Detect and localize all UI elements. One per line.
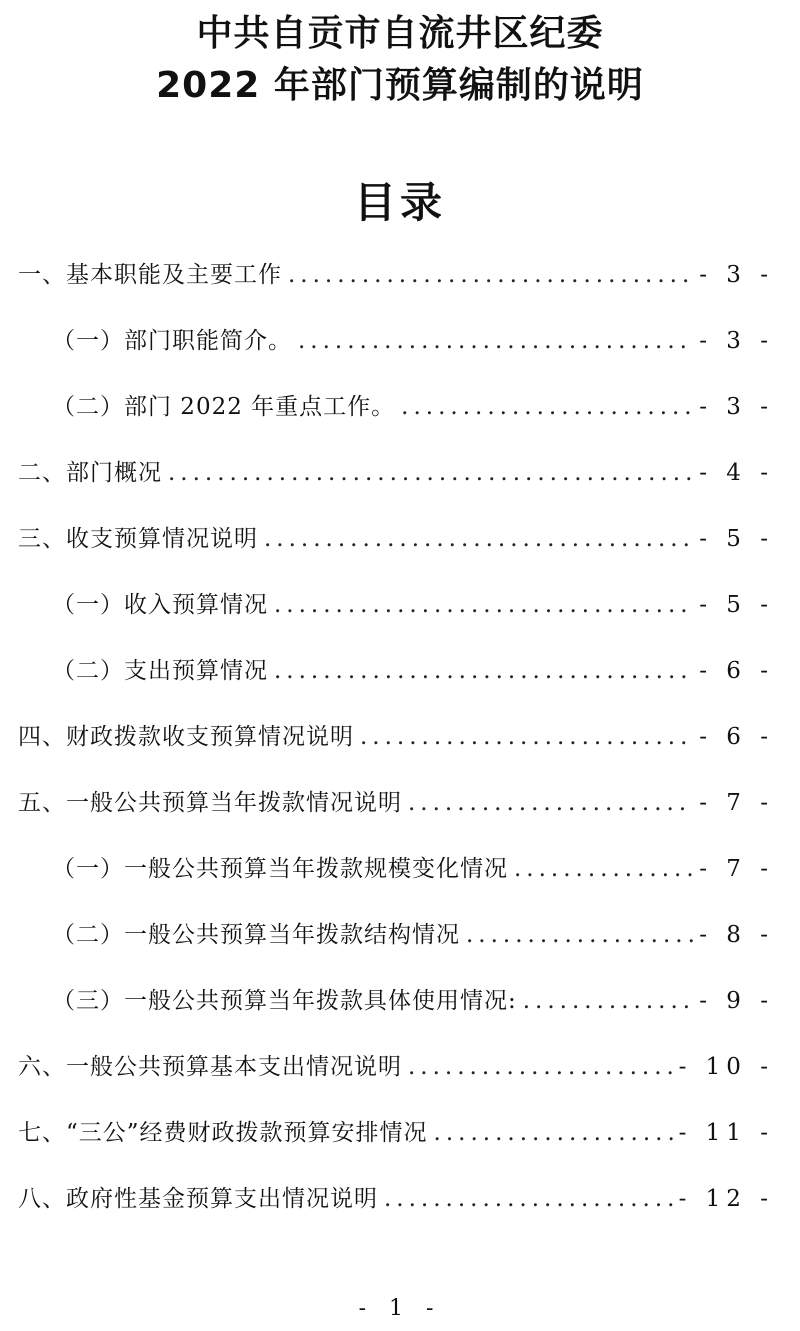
- toc-entry-text: （一）收入预算情况: [52, 592, 268, 618]
- toc-entry[interactable]: [52, 915, 774, 955]
- toc-entry-text: 五、一般公共预算当年拨款情况说明: [18, 790, 402, 816]
- toc-entry-page: - 6 -: [699, 658, 774, 684]
- toc-entry[interactable]: [52, 651, 774, 691]
- toc-leader-dots: [274, 651, 693, 691]
- document-title: [0, 8, 800, 112]
- toc-leader-dots: [298, 321, 693, 361]
- page-number-footer: - 1 -: [358, 1296, 442, 1321]
- toc-leader-dots: [360, 717, 693, 757]
- toc-entry-text: 六、一般公共预算基本支出情况说明: [18, 1054, 402, 1080]
- toc-entry[interactable]: [18, 783, 774, 823]
- toc-entry[interactable]: [18, 519, 774, 559]
- toc-entry-text: （三）一般公共预算当年拨款具体使用情况:: [52, 988, 517, 1014]
- toc-entry[interactable]: [52, 981, 774, 1021]
- toc-entry[interactable]: [52, 849, 774, 889]
- toc-entry-page: - 5 -: [699, 526, 774, 552]
- toc-entry-text: 四、财政拨款收支预算情况说明: [18, 724, 354, 750]
- toc-entry-text: （一）一般公共预算当年拨款规模变化情况: [52, 856, 508, 882]
- toc-entry-page: - 11 -: [678, 1120, 774, 1146]
- toc-heading: 目录: [353, 178, 446, 227]
- toc-entry-page: - 3 -: [699, 262, 774, 288]
- toc-entry-page: - 12 -: [678, 1186, 774, 1212]
- toc-entry-page: - 7 -: [699, 856, 774, 882]
- toc-entry[interactable]: [18, 1047, 774, 1087]
- toc-entry-page: - 3 -: [699, 394, 774, 420]
- toc-entry[interactable]: [18, 717, 774, 757]
- toc-entry-page: - 6 -: [699, 724, 774, 750]
- toc-leader-dots: [168, 453, 693, 493]
- toc-entry-text: （二）部门 2022 年重点工作。: [52, 394, 396, 420]
- toc-entry-text: 三、收支预算情况说明: [18, 526, 258, 552]
- toc-leader-dots: [408, 783, 693, 823]
- toc-leader-dots: [401, 387, 693, 427]
- toc-entry[interactable]: [18, 1179, 774, 1219]
- toc-entry-page: - 4 -: [699, 460, 774, 486]
- toc-entry[interactable]: [52, 321, 774, 361]
- toc-entry[interactable]: [18, 255, 774, 295]
- toc-entry-page: - 9 -: [699, 988, 774, 1014]
- toc-entry-page: - 3 -: [699, 328, 774, 354]
- title-line-organization: 中共自贡市自流井区纪委: [196, 13, 604, 54]
- toc-entry-text: （二）支出预算情况: [52, 658, 268, 684]
- toc-entry-page: - 8 -: [699, 922, 774, 948]
- toc-leader-dots: [384, 1179, 673, 1219]
- toc-leader-dots: [466, 915, 693, 955]
- toc-entry-text: 八、政府性基金预算支出情况说明: [18, 1186, 378, 1212]
- toc-leader-dots: [434, 1113, 673, 1153]
- toc-entry[interactable]: [52, 387, 774, 427]
- toc-entry-text: 一、基本职能及主要工作: [18, 262, 282, 288]
- toc-entry-page: - 5 -: [699, 592, 774, 618]
- toc-leader-dots: [288, 255, 693, 295]
- toc-entry[interactable]: [52, 585, 774, 625]
- toc-leader-dots: [274, 585, 693, 625]
- toc-leader-dots: [514, 849, 693, 889]
- toc-entry-page: - 10 -: [678, 1054, 774, 1080]
- toc-entry-text: 二、部门概况: [18, 460, 162, 486]
- toc-entry-text: （二）一般公共预算当年拨款结构情况: [52, 922, 460, 948]
- toc-entry[interactable]: [18, 1113, 774, 1153]
- toc-entry-text: 七、“三公”经费财政拨款预算安排情况: [18, 1120, 428, 1146]
- toc-leader-dots: [523, 981, 693, 1021]
- toc-entry-text: （一）部门职能简介。: [52, 328, 292, 354]
- toc-entry-page: - 7 -: [699, 790, 774, 816]
- toc-leader-dots: [408, 1047, 673, 1087]
- toc-entry[interactable]: [18, 453, 774, 493]
- title-line-subject: 2022 年部门预算编制的说明: [156, 65, 644, 106]
- toc-leader-dots: [264, 519, 693, 559]
